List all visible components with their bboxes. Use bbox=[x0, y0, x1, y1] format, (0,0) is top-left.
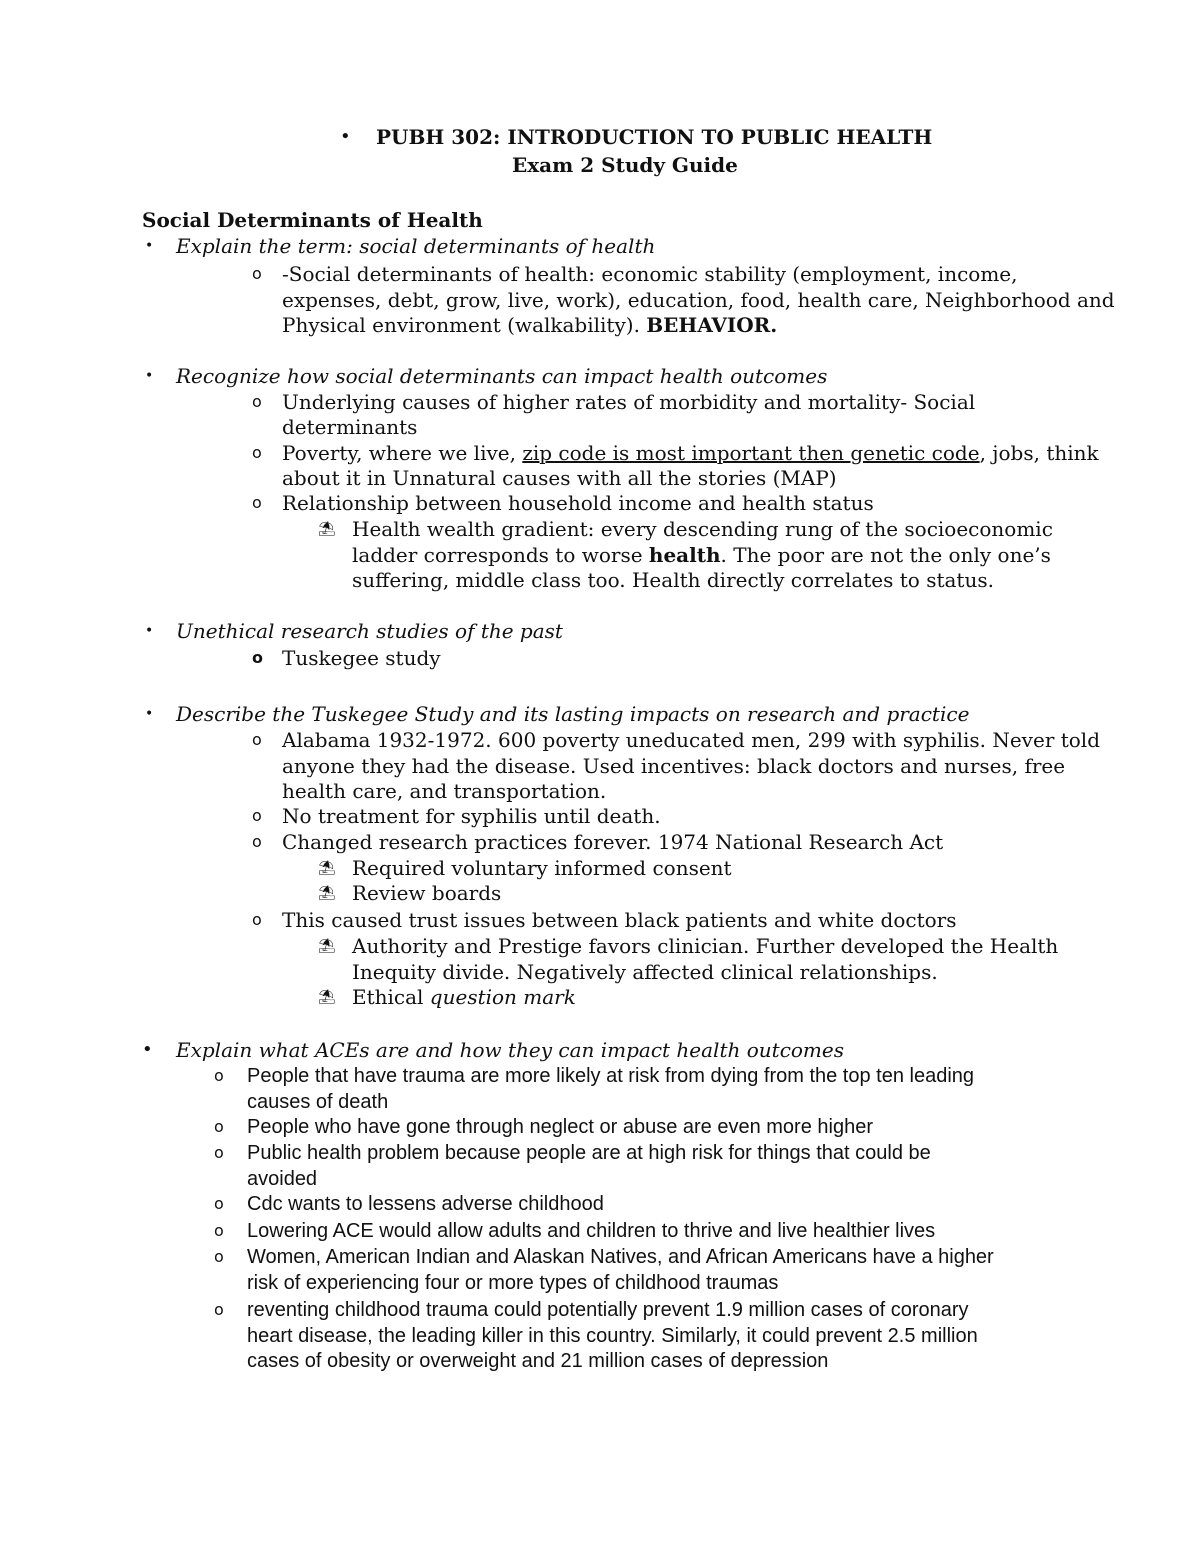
sub-bullet-marker: o bbox=[214, 1300, 224, 1319]
sub-bullet-marker: o bbox=[252, 910, 262, 929]
answer-line: Changed research practices forever. 1974 National Research Act bbox=[282, 830, 944, 854]
bold-span: BEHAVIOR. bbox=[646, 313, 778, 337]
text-span: ladder corresponds to worse bbox=[352, 543, 649, 567]
study-prompt: Recognize how social determinants can impact health outcomes bbox=[176, 364, 828, 388]
answer-line: about it in Unnatural causes with all the stories (MAP) bbox=[282, 466, 837, 490]
answer-line: heart disease, the leading killer in this country. Similarly, it could prevent 2.5 million bbox=[247, 1325, 978, 1347]
sub-bullet-marker: o bbox=[252, 730, 262, 749]
text-span: . The poor are not the only one’s bbox=[720, 543, 1051, 567]
umbrella-icon: ⛱ bbox=[318, 521, 336, 537]
study-prompt: Unethical research studies of the past bbox=[176, 619, 563, 643]
answer-line: Cdc wants to lessens adverse childhood bbox=[247, 1193, 604, 1215]
bold-span: health bbox=[648, 543, 721, 567]
answer-line: Alabama 1932-1972. 600 poverty uneducated men, 299 with syphilis. Never told bbox=[282, 728, 1101, 752]
answer-line bbox=[352, 984, 576, 1010]
answer-line: risk of experiencing four or more types of childhood traumas bbox=[247, 1272, 779, 1294]
bullet-marker: • bbox=[145, 368, 154, 384]
sub-bullet-marker: o bbox=[214, 1066, 224, 1085]
sub-bullet-marker: o bbox=[214, 1221, 224, 1240]
umbrella-icon: ⛱ bbox=[318, 860, 336, 876]
sub-bullet-marker: o bbox=[214, 1143, 224, 1162]
bullet-marker: • bbox=[145, 706, 154, 722]
answer-line: Authority and Prestige favors clinician. Further developed the Health bbox=[352, 934, 1059, 958]
study-prompt: Explain what ACEs are and how they can impact health outcomes bbox=[176, 1038, 844, 1062]
answer-line: People who have gone through neglect or abuse are even more higher bbox=[247, 1116, 873, 1138]
answer-line: -Social determinants of health: economic stability (employment, income, bbox=[282, 262, 1018, 286]
answer-line: reventing childhood trauma could potentially prevent 1.9 million cases of coronary bbox=[247, 1299, 969, 1321]
answer-line: Required voluntary informed consent bbox=[352, 856, 732, 880]
text-span: Poverty, where we live, bbox=[282, 441, 523, 465]
answer-line: suffering, middle class too. Health directly correlates to status. bbox=[352, 568, 994, 592]
sub-bullet-marker: o bbox=[252, 493, 262, 512]
text-span: Ethical bbox=[352, 985, 430, 1009]
text-span: , jobs, think bbox=[979, 441, 1099, 465]
answer-line: causes of death bbox=[247, 1091, 389, 1113]
answer-line: determinants bbox=[282, 415, 418, 439]
sub-bullet-marker: o bbox=[252, 264, 262, 283]
title-bullet: • bbox=[340, 126, 351, 147]
bullet-marker: • bbox=[142, 1039, 153, 1060]
answer-line: People that have trauma are more likely at risk from dying from the top ten leading bbox=[247, 1065, 975, 1087]
answer-line: Lowering ACE would allow adults and children to thrive and live healthier lives bbox=[247, 1220, 936, 1242]
sub-bullet-marker: o bbox=[252, 806, 262, 825]
answer-line: health care, and transportation. bbox=[282, 779, 607, 803]
sub-bullet-marker: o bbox=[214, 1117, 224, 1136]
section-heading: Social Determinants of Health bbox=[142, 208, 483, 232]
answer-line bbox=[282, 312, 777, 338]
umbrella-icon: ⛱ bbox=[318, 885, 336, 901]
answer-line: Review boards bbox=[352, 881, 502, 905]
text-span: Physical environment (walkability). bbox=[282, 313, 647, 337]
italic-span: question mark bbox=[429, 985, 576, 1009]
answer-line: Relationship between household income and health status bbox=[282, 491, 874, 515]
answer-line: cases of obesity or overweight and 21 million cases of depression bbox=[247, 1350, 829, 1372]
answer-line: Tuskegee study bbox=[282, 646, 441, 670]
study-prompt: Explain the term: social determinants of health bbox=[176, 234, 656, 258]
answer-line: Underlying causes of higher rates of morbidity and mortality- Social bbox=[282, 390, 976, 414]
answer-line bbox=[352, 542, 1051, 568]
answer-line: No treatment for syphilis until death. bbox=[282, 804, 661, 828]
sub-bullet-marker: o bbox=[252, 832, 262, 851]
page-subtitle: Exam 2 Study Guide bbox=[512, 153, 738, 177]
study-prompt: Describe the Tuskegee Study and its lasting impacts on research and practice bbox=[176, 702, 970, 726]
sub-bullet-marker: o bbox=[252, 392, 262, 411]
answer-line: anyone they had the disease. Used incentives: black doctors and nurses, free bbox=[282, 754, 1066, 778]
umbrella-icon: ⛱ bbox=[318, 989, 336, 1005]
answer-line bbox=[282, 440, 1099, 466]
sub-bullet-marker: o bbox=[214, 1247, 224, 1266]
answer-line: avoided bbox=[247, 1168, 318, 1190]
underlined-span: zip code is most important then genetic code bbox=[522, 441, 980, 465]
page-title: PUBH 302: INTRODUCTION TO PUBLIC HEALTH bbox=[376, 125, 933, 149]
answer-line: This caused trust issues between black patients and white doctors bbox=[282, 908, 957, 932]
bullet-marker: • bbox=[145, 623, 154, 639]
umbrella-icon: ⛱ bbox=[318, 938, 336, 954]
answer-line: Health wealth gradient: every descending rung of the socioeconomic bbox=[352, 517, 1053, 541]
answer-line: Women, American Indian and Alaskan Natives, and African Americans have a higher bbox=[247, 1246, 994, 1268]
sub-bullet-marker: o bbox=[252, 648, 263, 667]
answer-line: Inequity divide. Negatively affected clinical relationships. bbox=[352, 960, 938, 984]
sub-bullet-marker: o bbox=[252, 443, 262, 462]
answer-line: expenses, debt, grow, live, work), education, food, health care, Neighborhood and bbox=[282, 288, 1115, 312]
answer-line: Public health problem because people are at high risk for things that could be bbox=[247, 1142, 931, 1164]
bullet-marker: • bbox=[145, 238, 154, 254]
sub-bullet-marker: o bbox=[214, 1194, 224, 1213]
